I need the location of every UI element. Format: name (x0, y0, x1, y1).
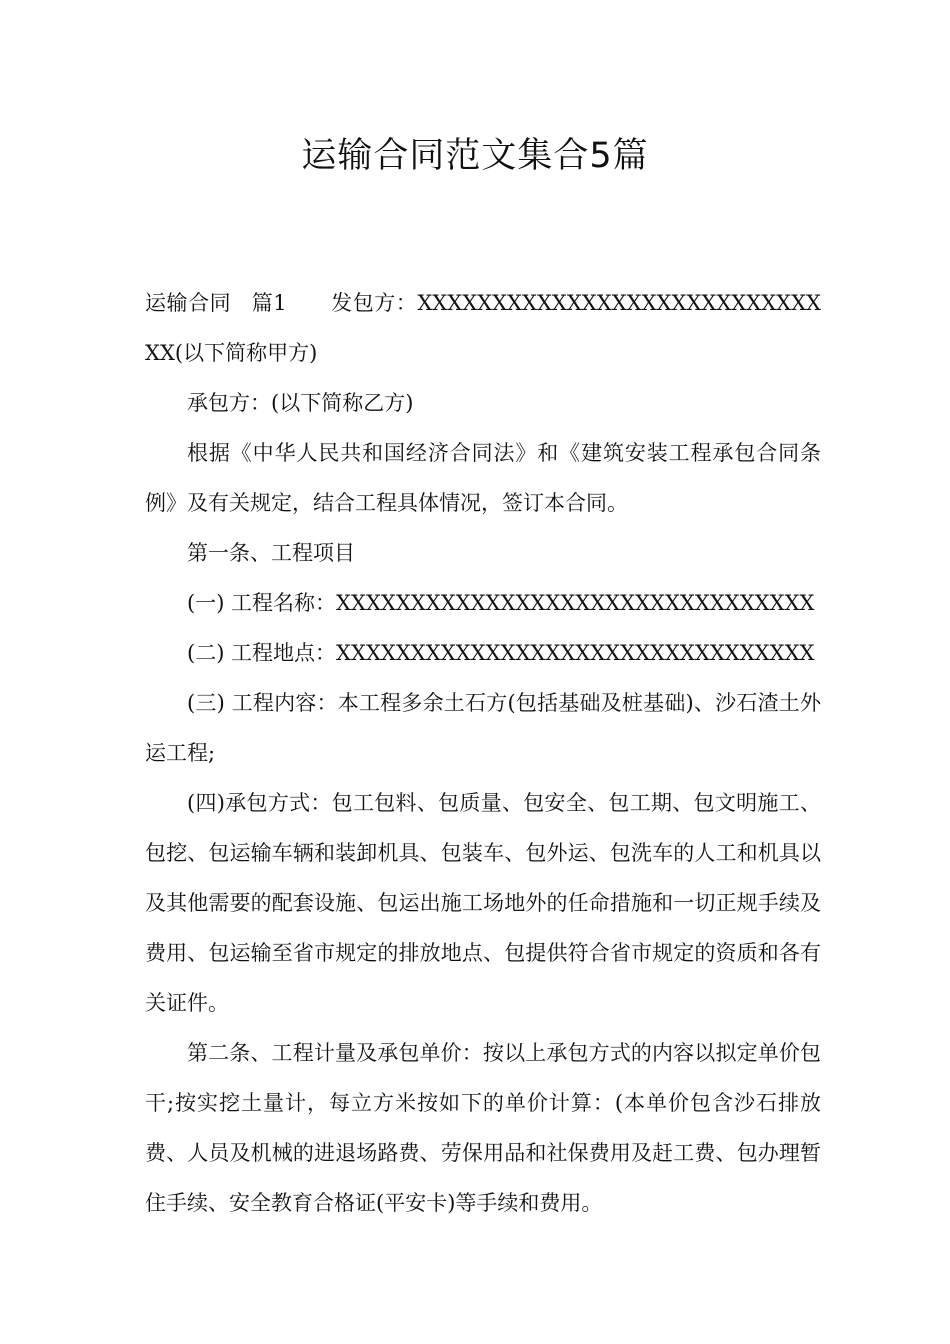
document-title: 运输合同范文集合5篇 (301, 136, 649, 176)
document-body (145, 278, 821, 1228)
paragraph-contract-header (145, 278, 821, 378)
paragraph-contract-method: (四)承包方式：包工包料、包质量、包安全、包工期、包文明施工、包挖、包运输车辆和装卸机具、包装车、包外运、包洗车的人工和机具以及其他需要的配套设施、包运出施工场地外的任命措施和一切正规手续及费用、包运输至省市规定的排放地点、包提供符合省市规定的资质和各有关证件。 (145, 791, 821, 1015)
paragraph-article-2: 第二条、工程计量及承包单价：按以上承包方式的内容以拟定单价包干;按实挖土量计，每立方米按如下的单价计算：(本单价包含沙石排放费、人员及机械的进退场路费、劳保用品和社保费用及赶工费、包办理暂住手续、安全教育合格证(平安卡)等手续和费用。 (145, 1041, 821, 1215)
paragraph-project-name: (一) 工程名称：XXXXXXXXXXXXXXXXXXXXXXXXXXXXXXXX (187, 591, 815, 615)
paragraph-party-b: 承包方：(以下简称乙方) (187, 391, 414, 415)
paragraph-project-content: (三) 工程内容：本工程多余土石方(包括基础及桩基础)、沙石渣土外运工程; (145, 691, 821, 765)
section-label: 运输合同 (145, 291, 232, 315)
paragraph-project-location: (二) 工程地点：XXXXXXXXXXXXXXXXXXXXXXXXXXXXXXXX (187, 641, 815, 665)
party-a-text: 发包方：XXXXXXXXXXXXXXXXXXXXXXXXXXXXX(以下简称甲方) (145, 291, 821, 365)
section-number: 篇1 (251, 291, 287, 315)
paragraph-basis: 根据《中华人民共和国经济合同法》和《建筑安装工程承包合同条例》及有关规定，结合工程具体情况，签订本合同。 (145, 441, 821, 515)
paragraph-article-1: 第一条、工程项目 (187, 541, 355, 565)
